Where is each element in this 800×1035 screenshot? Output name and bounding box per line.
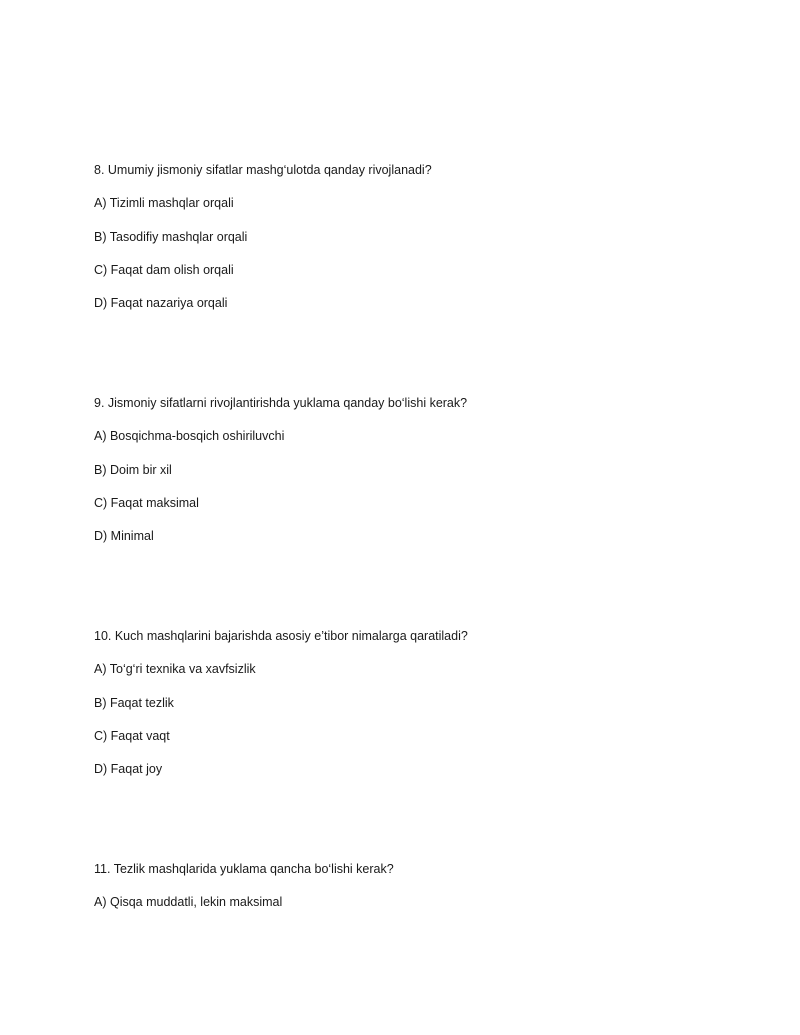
answer-option-a: A) Tizimli mashqlar orqali — [94, 196, 234, 211]
answer-option-c: C) Faqat maksimal — [94, 495, 199, 510]
question-text: 10. Kuch mashqlarini bajarishda asosiy e’tibor nimalarga qaratiladi? — [94, 629, 468, 643]
question-9 — [94, 395, 734, 561]
answer-option-b: B) Tasodifiy mashqlar orqali — [94, 229, 248, 244]
answer-option-b: B) Faqat tezlik — [94, 695, 174, 710]
question-text: 11. Tezlik mashqlarida yuklama qancha bo‘lishi kerak? — [94, 862, 394, 876]
question-10 — [94, 628, 734, 794]
question-8 — [94, 162, 734, 328]
answer-option-a: A) Qisqa muddatli, lekin maksimal — [94, 895, 283, 910]
answer-option-a: A) Bosqichma-bosqich oshiriluvchi — [94, 429, 285, 444]
answer-option-d: D) Minimal — [94, 529, 154, 544]
answer-option-d: D) Faqat joy — [94, 762, 163, 777]
question-11 — [94, 861, 734, 928]
question-text: 9. Jismoniy sifatlarni rivojlantirishda yuklama qanday bo‘lishi kerak? — [94, 396, 468, 410]
answer-option-d: D) Faqat nazariya orqali — [94, 296, 228, 311]
answer-option-c: C) Faqat dam olish orqali — [94, 262, 234, 277]
question-text: 8. Umumiy jismoniy sifatlar mashg‘ulotda qanday rivojlanadi? — [94, 163, 432, 177]
answer-option-c: C) Faqat vaqt — [94, 728, 170, 743]
answer-option-b: B) Doim bir xil — [94, 462, 172, 477]
answer-option-a: A) To‘g‘ri texnika va xavfsizlik — [94, 662, 256, 677]
